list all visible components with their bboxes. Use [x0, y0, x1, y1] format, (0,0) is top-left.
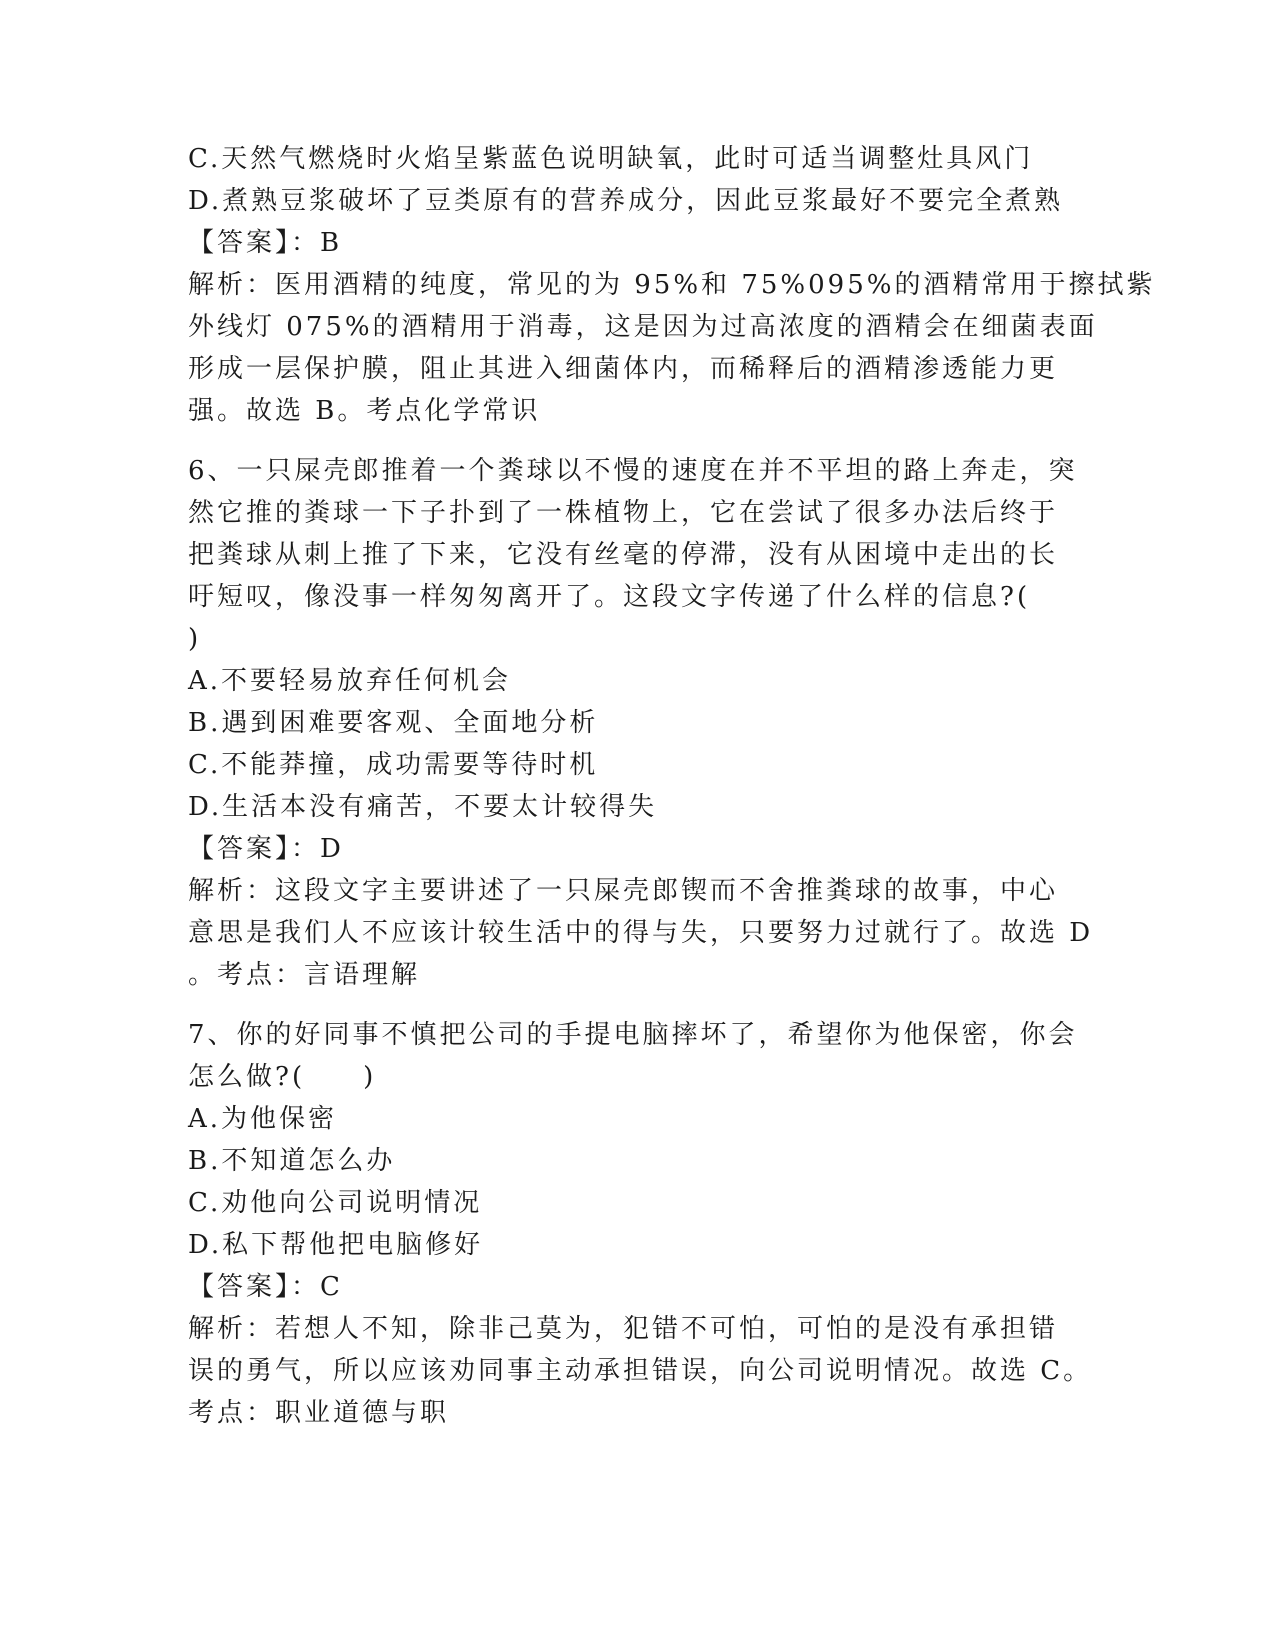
analysis-line: 误的勇气，所以应该劝同事主动承担错误，向公司说明情况。故选 C。: [188, 1356, 1093, 1386]
option-a: A.不要轻易放弃任何机会: [188, 666, 512, 696]
option-b: B.不知道怎么办: [188, 1146, 396, 1176]
analysis-line: 解析：这段文字主要讲述了一只屎壳郎锲而不舍推粪球的故事，中心: [188, 876, 1059, 906]
option-c: C.天然气燃烧时火焰呈紫蓝色说明缺氧，此时可适当调整灶具风门: [188, 144, 1034, 174]
analysis-line: 强。故选 B。考点化学常识: [188, 396, 541, 426]
answer-label: 【答案】：D: [188, 834, 344, 864]
option-b: B.遇到困难要客观、全面地分析: [188, 708, 599, 738]
analysis-line: 解析：若想人不知，除非己莫为，犯错不可怕，可怕的是没有承担错: [188, 1314, 1059, 1344]
analysis-line: 。考点：言语理解: [188, 960, 421, 990]
answer-label: 【答案】：C: [188, 1272, 343, 1302]
question-stem-line: ): [188, 624, 202, 654]
question-stem-line: 把粪球从刺上推了下来，它没有丝毫的停滞，没有从困境中走出的长: [188, 540, 1059, 570]
analysis-line: 形成一层保护膜，阻止其进入细菌体内，而稀释后的酒精渗透能力更: [188, 354, 1059, 384]
option-c: C.劝他向公司说明情况: [188, 1188, 483, 1218]
option-c: C.不能莽撞，成功需要等待时机: [188, 750, 599, 780]
analysis-line: 意思是我们人不应该计较生活中的得与失，只要努力过就行了。故选 D: [188, 918, 1094, 948]
analysis-line: 考点：职业道德与职: [188, 1398, 450, 1428]
question-stem-line: 吁短叹，像没事一样匆匆离开了。这段文字传递了什么样的信息?(: [188, 582, 1031, 612]
analysis-line: 外线灯 075%的酒精用于消毒，这是因为过高浓度的酒精会在细菌表面: [188, 312, 1098, 342]
option-d: D.私下帮他把电脑修好: [188, 1230, 484, 1260]
analysis-line: 解析：医用酒精的纯度，常见的为 95%和 75%095%的酒精常用于擦拭紫: [188, 270, 1156, 300]
question-stem-line: 7、你的好同事不慎把公司的手提电脑摔坏了，希望你为他保密，你会: [188, 1020, 1078, 1050]
answer-label: 【答案】：B: [188, 228, 343, 258]
question-stem-line: 然它推的粪球一下子扑到了一株植物上，它在尝试了很多办法后终于: [188, 498, 1059, 528]
question-stem-line: 6、一只屎壳郎推着一个粪球以不慢的速度在并不平坦的路上奔走，突: [188, 456, 1078, 486]
option-d: D.生活本没有痛苦，不要太计较得失: [188, 792, 658, 822]
option-d: D.煮熟豆浆破坏了豆类原有的营养成分，因此豆浆最好不要完全煮熟: [188, 186, 1064, 216]
option-a: A.为他保密: [188, 1104, 338, 1134]
question-stem-line: 怎么做?( ): [188, 1062, 377, 1092]
